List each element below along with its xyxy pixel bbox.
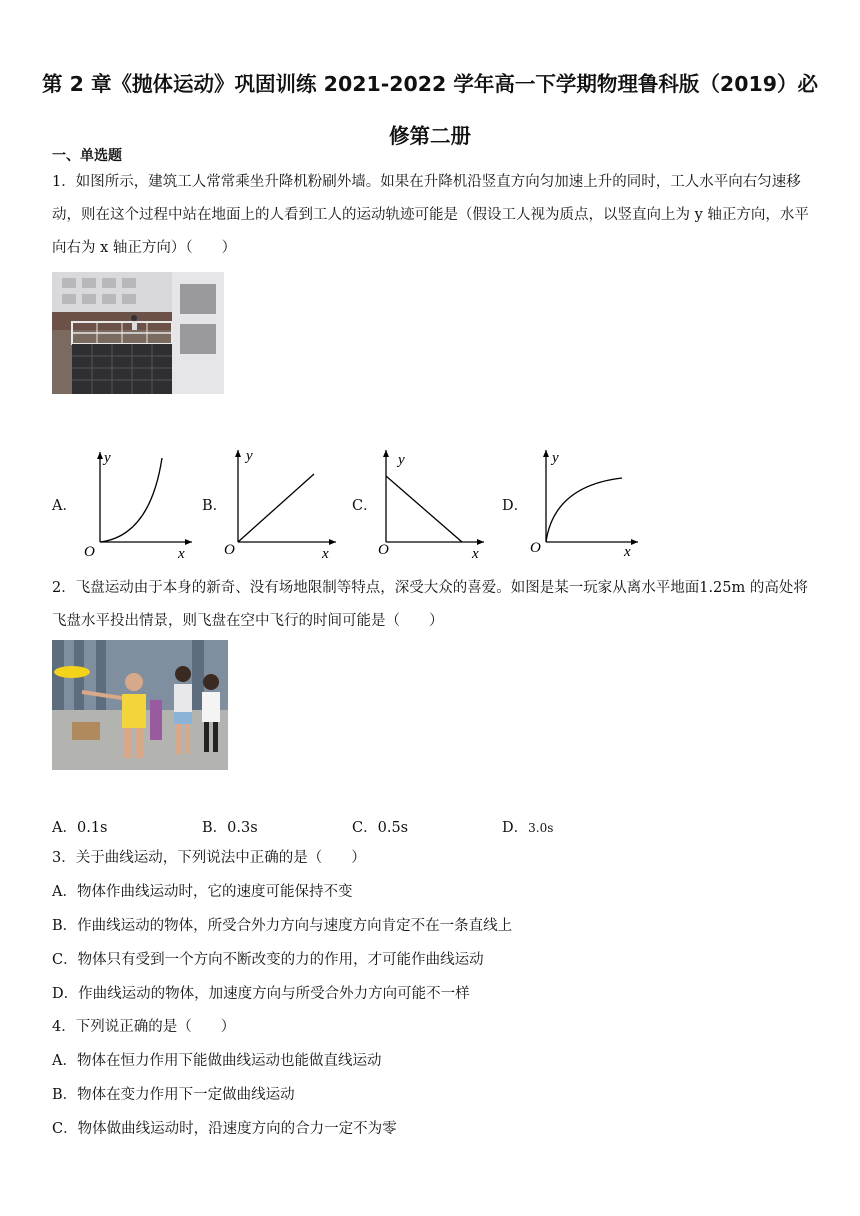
graph-b (218, 446, 340, 564)
q4-option-c: C．物体做曲线运动时，沿速度方向的合力一定不为零 (52, 1121, 397, 1137)
question-1-text: 1．如图所示，建筑工人常常乘坐升降机粉刷外墙。如果在升降机沿竖直方向匀加速上升的同时，工人水平向右匀速移动，则在这个过程中站在地面上的人看到工人的运动轨迹可能是（假设工人视为质点，以竖直向上为 y 轴正方向，水平向右为 x 轴正方向）（ ） (52, 174, 809, 256)
q2-option-a-value: 0.1s (76, 820, 108, 836)
axis-y-label: y (246, 448, 253, 464)
axis-y-label: y (398, 452, 405, 468)
q2-option-c-label: C． (352, 820, 378, 836)
q2-option-a (52, 816, 108, 837)
building-platform-photo (52, 272, 224, 394)
axis-x-label: x (178, 546, 185, 560)
q3-option-c: C．物体只有受到一个方向不断改变的力的作用，才可能作曲线运动 (52, 952, 484, 968)
title-line-2: 修第二册 (389, 124, 471, 148)
origin-label: O (224, 542, 235, 558)
line-rising (238, 474, 314, 542)
q2-option-d (502, 816, 553, 837)
q3-option-d: D．作曲线运动的物体，加速度方向与所受合外力方向可能不一样 (52, 986, 470, 1002)
axis-y-label: y (552, 450, 559, 466)
option-c-label: C． (352, 498, 378, 514)
axis-y-label: y (104, 450, 111, 466)
axis-x-label: x (322, 546, 329, 560)
axis-x-label: x (624, 544, 631, 560)
axis-x-label: x (472, 546, 479, 560)
origin-label: O (84, 544, 95, 560)
q2-option-a-label: A． (52, 820, 77, 836)
line-falling (386, 476, 462, 542)
question-4-stem: 4．下列说正确的是（ ） (52, 1019, 236, 1035)
q3-option-a: A．物体作曲线运动时，它的速度可能保持不变 (52, 884, 353, 900)
title-line-1: 第 2 章《抛体运动》巩固训练 2021-2022 学年高一下学期物理鲁科版（2019）必 (42, 72, 818, 96)
q2-option-b-value: 0.3s (227, 820, 258, 836)
q3-option-b: B．作曲线运动的物体，所受合外力方向与速度方向肯定不在一条直线上 (52, 918, 513, 934)
q2-option-b (202, 816, 258, 837)
question-2-text: 2．飞盘运动由于本身的新奇、没有场地限制等特点，深受大众的喜爱。如图是某一玩家从离水平地面1.25m 的高处将飞盘水平投出情景，则飞盘在空中飞行的时间可能是（ ） (52, 580, 808, 629)
option-d-label: D． (502, 498, 529, 514)
frisbee-photo (52, 640, 228, 770)
q2-option-d-value: 3.0s (528, 821, 554, 835)
origin-label: O (530, 540, 541, 556)
q2-option-c-value: 0.5s (377, 820, 409, 836)
graph-a (80, 446, 195, 564)
curve-concave-up (100, 458, 162, 542)
q4-option-a: A．物体在恒力作用下能做曲线运动也能做直线运动 (52, 1053, 382, 1069)
graph-c (366, 446, 488, 564)
q2-option-b-label: B． (202, 820, 228, 836)
question-3-stem: 3．关于曲线运动，下列说法中正确的是（ ） (52, 850, 366, 866)
option-b-label: B． (202, 498, 228, 514)
origin-label: O (378, 542, 389, 558)
q4-option-b: B．物体在变力作用下一定做曲线运动 (52, 1087, 295, 1103)
graph-d (526, 446, 642, 564)
curve-concave-down (546, 478, 622, 542)
q2-option-d-label: D． (502, 820, 529, 836)
q2-option-c (352, 816, 408, 837)
section-heading: 一、单选题 (52, 148, 122, 164)
option-a-label: A． (52, 498, 77, 514)
